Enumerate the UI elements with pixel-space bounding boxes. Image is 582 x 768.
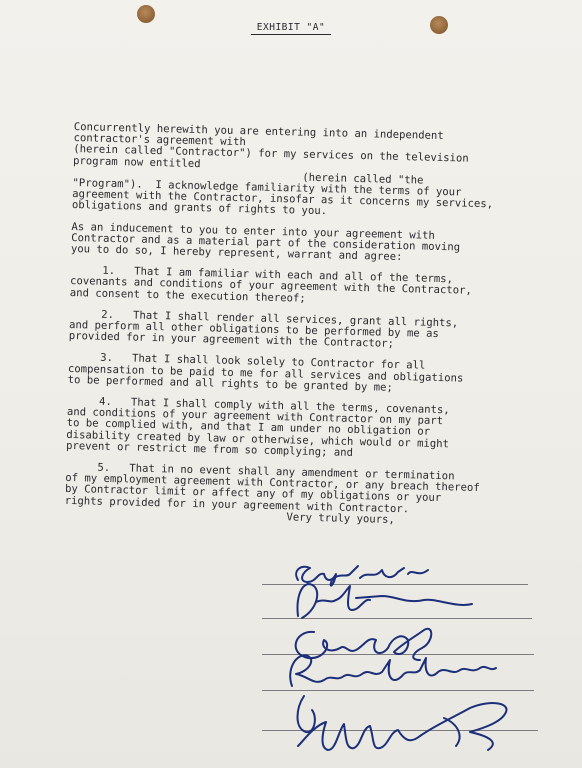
exhibit-title: EXHIBIT "A" <box>0 22 582 33</box>
clause-2: 2. That I shall render all services, grant all rights, and perform all other obligations to be performed by me as provided for in your agreement with the Contractor; <box>68 307 459 351</box>
clause-5: 5. That in no event shall any amendment or termination of my employment agreement with Contractor, or any breach thereof by Contractor limit or affect any of my obligations or your rights provided for in your agreement with Contractor. <box>64 460 480 515</box>
closing-line: Very truly yours, <box>286 511 395 526</box>
letter-body <box>64 122 544 529</box>
clause-4: 4. That I shall comply with all the terms, covenants, and conditions of your agreement with Contractor on my part to be complied with, and that I am under no obligation or disability created by law or otherwise, which would or might prevent or restrict me from so complying; and <box>65 394 450 459</box>
intro-paragraph: Concurrently herewith you are entering into an independent contractor's agreement with (herein called "Contractor") for my services on the television program now entitled (herein called "the "Program"). I acknowledge familiarity with the terms of your agreement with the Contractor, insofar as it concerns my services, obligations and grants of rights to you. <box>71 121 494 218</box>
punch-hole-left <box>137 5 155 23</box>
signature-5 <box>274 688 554 758</box>
inducement-paragraph: As an inducement to you to enter into your agreement with Contractor and as a material part of the consideration moving you to do so, I hereby represent, warrant and agree: <box>70 220 461 264</box>
signature-block <box>250 558 570 758</box>
clause-3: 3. That I shall look solely to Contractor for all compensation to be paid to me for all services and obligations to be performed and all rights to be granted by me; <box>67 351 464 394</box>
clause-1: 1. That I am familiar with each and all of the terms, covenants and conditions of your agreement with the Contractor, and consent to the execution thereof; <box>69 264 472 305</box>
